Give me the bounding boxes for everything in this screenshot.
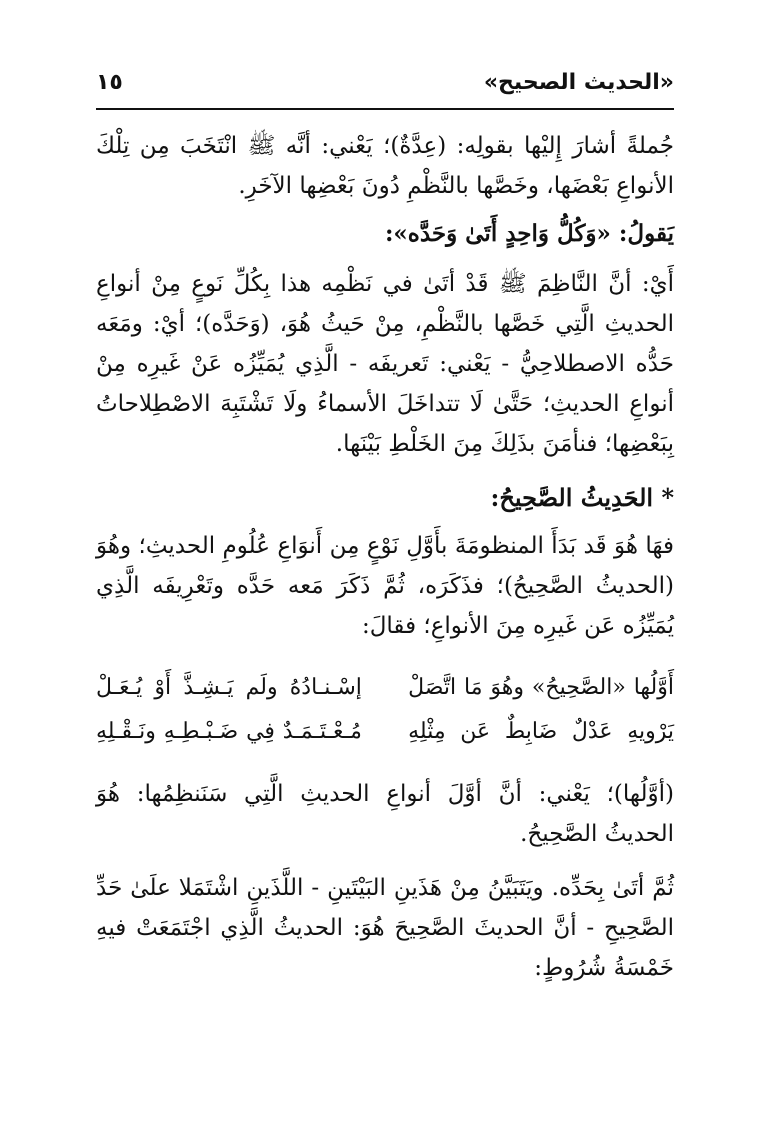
verse-line <box>96 710 674 754</box>
verse-first-hemistich: أَوَّلُها «الصَّحِيحُ» وهُوَ مَا اتَّصَلْ <box>408 675 674 700</box>
paragraph-first-type: (أوَّلُها)؛ يَعْني: أنَّ أوَّلَ أنواعِ الحديثِ الَّتِي سَنَنظِمُها: هُوَ الحديثُ الصَّحِيحُ. <box>96 781 674 847</box>
running-title: «الحديث الصحيح» <box>483 69 674 95</box>
quoted-line: يَقولُ: «وَكُلُّ وَاحِدٍ أَتَىٰ وَحَدَّه»: <box>384 220 674 247</box>
page-number: ١٥ <box>96 69 123 95</box>
verse-second-hemistich: إسْـنـادُهُ ولَم يَـشِـذَّ أَوْ يُـعَـلْ <box>96 675 362 700</box>
verse-second-hemistich: مُـعْـتَـمَـدٌ فِي ضَـبْـطِـهِ ونَـقْـلِهِ <box>96 719 362 744</box>
poem-verses <box>96 666 674 754</box>
paragraph-explanation: أَيْ: أنَّ النَّاظِمَ ﷺ قَدْ أتَىٰ في نَظْمِه هذا بِكُلِّ نَوعٍ مِنْ أنواعِ الحديثِ الَّتِي خَصَّها بالنَّظْمِ، مِنْ حَيثُ هُوَ، (وَحَدَّه)؛ أيْ: ومَعَه حَدُّه الاصطلاحِيُّ - يَعْني: تَعريفَه - الَّذِي يُمَيِّزُه عَنْ غَيرِه مِنْ أنواعِ الحديثِ؛ حَتَّىٰ لَا تتداخَلَ الأسماءُ ولَا تَشْتَبِهَ الاصْطِلاحاتُ بِبَعْضِها؛ فنأمَنَ بذَلِكَ مِنَ الخَلْطِ بَيْنَها. <box>96 271 674 457</box>
verse-first-hemistich: يَرْويهِ عَدْلٌ ضَابِطٌ عَن مِثْلِهِ <box>408 719 674 744</box>
verse-line <box>96 666 674 710</box>
header-rule <box>96 108 674 110</box>
section-heading: * الحَدِيثُ الصَّحِيحُ: <box>490 483 674 512</box>
page-header <box>96 60 674 104</box>
paragraph-conditions: ثُمَّ أتَىٰ بِحَدِّه. ويَتَبَيَّنُ مِنْ هَذَينِ البَيْتَينِ - اللَّذَينِ اشْتَمَلا علَىٰ حَدِّ الصَّحِيحِ - أنَّ الحديثَ الصَّحِيحَ هُوَ: الحديثُ الَّذِي اجْتَمَعَتْ فيهِ خَمْسَةُ شُرُوطٍ: <box>96 875 674 981</box>
paragraph-intro: جُملةً أشارَ إِليْها بقولِه: (عِدَّةٌ)؛ يَعْني: أنَّه ﷺ انْتَخَبَ مِن تِلْكَ الأنواعِ بَعْضَها، وخَصَّها بالنَّظْمِ دُونَ بَعْضِها الآخَرِ. <box>96 133 674 199</box>
page-body <box>96 118 674 988</box>
paragraph-sahih-intro: فهَا هُوَ قَد بَدَأَ المنظومَةَ بأَوَّلِ نَوْعٍ مِن أَنوَاعِ عُلُومِ الحديثِ؛ وهُوَ (الحديثُ الصَّحِيحُ)؛ فذَكَرَه، ثُمَّ ذَكَرَ مَعه حَدَّه وتَعْرِيفَه الَّذِي يُمَيِّزُه عَن غَيرِه مِنَ الأنواعِ؛ فقالَ: <box>96 533 674 639</box>
